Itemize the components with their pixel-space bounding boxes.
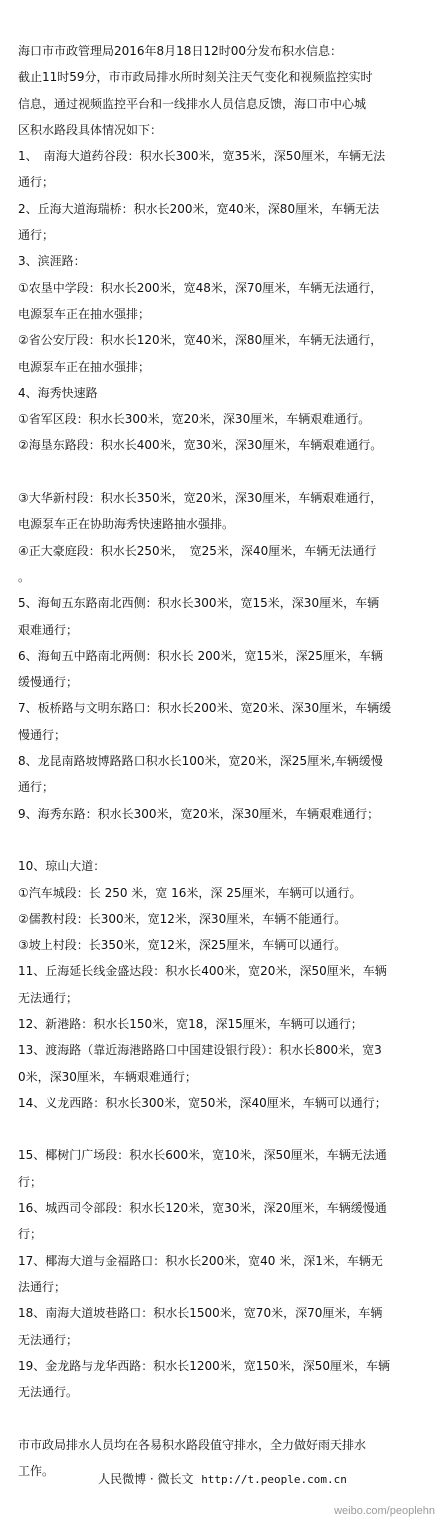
text-line: 无法通行；: [18, 990, 79, 1005]
text-line: 工作。: [18, 1464, 55, 1479]
blank-line: [18, 1116, 436, 1142]
text-line: 17、椰海大道与金福路口：积水长200米，宽40 米，深1米，车辆无: [18, 1253, 383, 1268]
text-line: ③坡上村段：长350米，宽12米，深25厘米，车辆可以通行。: [18, 938, 347, 953]
blank-line: [18, 827, 436, 853]
text-line: ①汽车城段：长 250 米，宽 16米，深 25厘米，车辆可以通行。: [18, 885, 362, 900]
text-line: 14、义龙西路：积水长300米，宽50米，深40厘米，车辆可以通行；: [18, 1095, 387, 1110]
blank-line: [18, 1405, 436, 1431]
footer-credit: [0, 1470, 445, 1487]
text-line: 行；: [18, 1174, 43, 1189]
text-line: 通行；: [18, 780, 55, 795]
text-line: 12、新港路：积水长150米，宽18，深15厘米，车辆可以通行；: [18, 1016, 363, 1031]
text-line: 无法通行；: [18, 1332, 79, 1347]
text-line: ①省军区段：积水长300米，宽20米，深30厘米，车辆艰难通行。: [18, 412, 371, 427]
text-line: 区积水路段具体情况如下：: [18, 122, 163, 137]
text-line: 0米，深30厘米，车辆艰难通行；: [18, 1069, 197, 1084]
text-line: 16、城西司令部段：积水长120米，宽30米，深20厘米，车辆缓慢通: [18, 1201, 387, 1216]
text-line: 通行；: [18, 175, 55, 190]
text-line: 市市政局排水人员均在各易积水路段值守排水，全力做好雨天排水: [18, 1437, 367, 1452]
text-line: ②儒教村段：长300米，宽12米，深30厘米，车辆不能通行。: [18, 911, 347, 926]
weibo-watermark: weibo.com/peoplehn: [334, 1505, 435, 1517]
text-line: ④正大豪庭段：积水长250米， 宽25米，深40厘米，车辆无法通行: [18, 543, 377, 558]
text-line: 无法通行。: [18, 1385, 79, 1400]
text-line: 截止11时59分，市市政局排水所时刻关注天气变化和视频监控实时: [18, 70, 373, 85]
text-line: 8、龙昆南路坡博路路口积水长100米，宽20米，深25厘米,车辆缓慢: [18, 754, 383, 769]
text-line: 19、金龙路与龙华西路：积水长1200米，宽150米，深50厘米，车辆: [18, 1358, 390, 1373]
text-line: 6、海甸五中路南北两侧：积水长 200米，宽15米，深25厘米，车辆: [18, 648, 383, 663]
text-line: 4、海秀快速路: [18, 385, 98, 400]
notice-body: [18, 38, 436, 1484]
text-line: 13、渡海路（靠近海港路路口中国建设银行段）：积水长800米，宽3: [18, 1043, 382, 1058]
footer-brand: 人民微博 · 微长文: [98, 1472, 194, 1486]
text-line: 2、丘海大道海瑞桥：积水长200米，宽40米，深80厘米，车辆无法: [18, 201, 380, 216]
text-line: ③大华新村段：积水长350米，宽20米，深30厘米，车辆艰难通行，: [18, 491, 383, 506]
text-line: 18、南海大道坡巷路口：积水长1500米，宽70米，深70厘米，车辆: [18, 1306, 383, 1321]
text-line: 3、滨涯路：: [18, 254, 86, 269]
text-line: 行；: [18, 1227, 43, 1242]
blank-line: [18, 459, 436, 485]
text-line: 慢通行；: [18, 727, 67, 742]
text-line: 信息，通过视频监控平台和一线排水人员信息反馈，海口市中心城: [18, 96, 367, 111]
text-line: 15、椰树门广场段：积水长600米，宽10米，深50厘米，车辆无法通: [18, 1148, 387, 1163]
text-line: 法通行；: [18, 1279, 67, 1294]
text-line: 9、海秀东路：积水长300米，宽20米，深30厘米，车辆艰难通行；: [18, 806, 380, 821]
text-line: 1、 南海大道药谷段：积水长300米，宽35米，深50厘米，车辆无法: [18, 149, 386, 164]
text-line: 。: [18, 569, 31, 584]
text-line: 电源泵车正在协助海秀快速路抽水强排。: [18, 517, 235, 532]
text-line: 电源泵车正在抽水强排；: [18, 359, 151, 374]
text-line: 5、海甸五东路南北西侧：积水长300米，宽15米，深30厘米，车辆: [18, 596, 380, 611]
text-line: 海口市市政管理局2016年8月18日12时00分发布积水信息：: [18, 44, 342, 58]
text-line: 缓慢通行；: [18, 675, 79, 690]
text-line: 10、琼山大道：: [18, 859, 106, 874]
text-line: 7、板桥路与文明东路口：积水长200米、宽20米、深30厘米，车辆缓: [18, 701, 392, 716]
text-line: 艰难通行；: [18, 622, 79, 637]
text-line: ②省公安厅段：积水长120米，宽40米，深80厘米，车辆无法通行，: [18, 333, 383, 348]
text-line: 电源泵车正在抽水强排；: [18, 306, 151, 321]
text-line: ②海垦东路段：积水长400米，宽30米，深30厘米，车辆艰难通行。: [18, 438, 383, 453]
footer-url[interactable]: http://t.people.com.cn: [201, 1473, 347, 1486]
text-line: 通行；: [18, 228, 55, 243]
text-line: 11、丘海延长线金盛达段：积水长400米，宽20米，深50厘米，车辆: [18, 964, 387, 979]
text-line: ①农垦中学段：积水长200米，宽48米，深70厘米，车辆无法通行，: [18, 280, 383, 295]
